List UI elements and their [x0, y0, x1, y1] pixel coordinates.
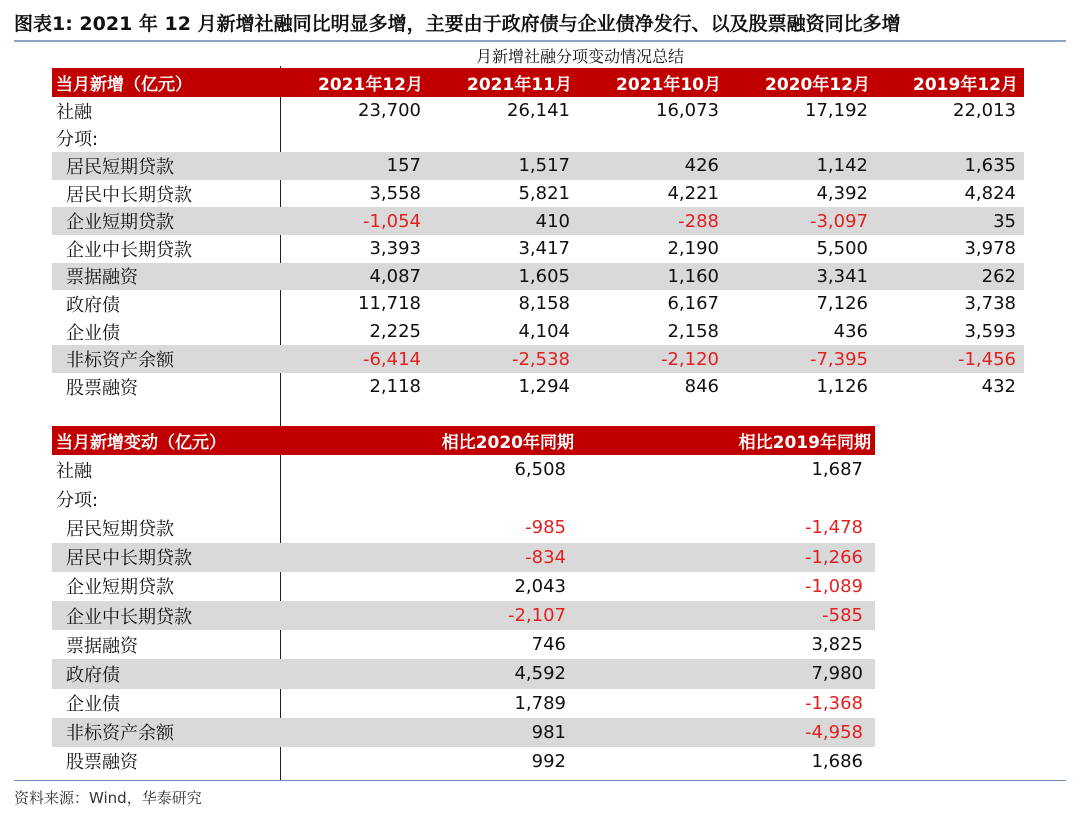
table-header-row — [52, 426, 875, 455]
row-label: 股票融资 — [66, 752, 138, 774]
cell-value: -1,456 — [876, 345, 1024, 373]
cell-value: 1,687 — [811, 459, 863, 481]
row-label: 分项: — [56, 129, 99, 151]
table-row — [52, 601, 875, 630]
cell-value — [280, 125, 429, 153]
header-col-4: 2020年12月 — [727, 68, 876, 97]
table-row — [52, 513, 875, 542]
cell-value: -4,958 — [578, 718, 875, 747]
row-label: 政府债 — [52, 659, 280, 688]
row-label: 企业中长期贷款 — [52, 601, 280, 630]
cell-value: -1,266 — [578, 543, 875, 572]
cell-value: 410 — [429, 207, 578, 235]
cell-value: 3,738 — [964, 293, 1016, 315]
table-subtitle: 月新增社融分项变动情况总结 — [475, 47, 684, 66]
cell-value: 4,221 — [667, 183, 719, 205]
row-label: 非标资产余额 — [52, 718, 280, 747]
cell-value: 992 — [531, 750, 566, 772]
table-row — [52, 455, 875, 484]
header-col-2: 2021年11月 — [429, 68, 578, 97]
cell-value: 3,593 — [964, 321, 1016, 343]
cell-value: 2,043 — [514, 575, 566, 597]
table-row — [52, 180, 1024, 208]
table-row — [52, 689, 875, 718]
header-col-5: 2019年12月 — [876, 68, 1024, 97]
table-row — [52, 345, 1024, 373]
yoy-change-table — [52, 426, 875, 776]
cell-value: 8,158 — [518, 293, 570, 315]
row-label: 政府债 — [66, 294, 120, 316]
cell-value — [280, 484, 578, 513]
table-header-row — [52, 68, 1024, 97]
cell-value: 746 — [531, 634, 566, 656]
cell-value: 262 — [876, 263, 1024, 291]
cell-value: 1,294 — [518, 376, 570, 398]
cell-value: -3,097 — [727, 207, 876, 235]
row-label: 企业中长期贷款 — [66, 239, 192, 261]
cell-value: 4,592 — [280, 659, 578, 688]
source-note: 资料来源：Wind，华泰研究 — [14, 789, 202, 807]
row-label: 非标资产余额 — [52, 345, 280, 373]
table-row — [52, 97, 1024, 125]
row-label: 企业债 — [66, 694, 120, 716]
bottom-rule — [14, 780, 1066, 781]
table-row — [52, 718, 875, 747]
cell-value: 16,073 — [656, 100, 719, 122]
cell-value: 426 — [578, 152, 727, 180]
cell-value: 22,013 — [953, 100, 1016, 122]
cell-value — [429, 125, 578, 153]
cell-value: 3,558 — [369, 183, 421, 205]
row-label: 居民短期贷款 — [66, 518, 174, 540]
cell-value: 26,141 — [507, 100, 570, 122]
cell-value: -288 — [578, 207, 727, 235]
row-label: 企业短期贷款 — [52, 207, 280, 235]
table-row — [52, 207, 1024, 235]
cell-value: 3,393 — [369, 238, 421, 260]
table-body — [52, 455, 875, 776]
cell-value — [578, 125, 727, 153]
cell-value: -6,414 — [280, 345, 429, 373]
header-label: 当月新增变动（亿元） — [52, 426, 280, 455]
table-row — [52, 484, 875, 513]
cell-value: 846 — [684, 376, 719, 398]
cell-value: 4,824 — [964, 183, 1016, 205]
cell-value: 3,978 — [964, 238, 1016, 260]
cell-value: 3,825 — [811, 634, 863, 656]
cell-value: 11,718 — [358, 293, 421, 315]
cell-value: 432 — [981, 376, 1016, 398]
cell-value: 23,700 — [358, 100, 421, 122]
cell-value: 3,417 — [518, 238, 570, 260]
table-row — [52, 630, 875, 659]
header-col-1: 2021年12月 — [280, 68, 429, 97]
table-row — [52, 235, 1024, 263]
cell-value: -585 — [578, 601, 875, 630]
header-col-3: 2021年10月 — [578, 68, 727, 97]
cell-value: 4,087 — [280, 263, 429, 291]
cell-value: -1,089 — [804, 575, 863, 597]
row-label: 票据融资 — [52, 263, 280, 291]
row-label: 居民中长期贷款 — [66, 184, 192, 206]
cell-value: 17,192 — [805, 100, 868, 122]
row-label: 企业债 — [66, 322, 120, 344]
cell-value: 3,341 — [727, 263, 876, 291]
cell-value — [727, 125, 876, 153]
cell-value: -2,538 — [429, 345, 578, 373]
table-row — [52, 318, 1024, 346]
row-label: 票据融资 — [66, 635, 138, 657]
cell-value: 5,500 — [816, 238, 868, 260]
cell-value — [876, 125, 1024, 153]
cell-value: 2,225 — [369, 321, 421, 343]
cell-value: 2,158 — [667, 321, 719, 343]
cell-value: 1,126 — [816, 376, 868, 398]
cell-value: 157 — [280, 152, 429, 180]
header-col-1: 相比2020年同期 — [280, 426, 578, 455]
header-col-2: 相比2019年同期 — [578, 426, 875, 455]
cell-value: -1,368 — [804, 692, 863, 714]
cell-value: 6,508 — [514, 459, 566, 481]
cell-value: -1,054 — [280, 207, 429, 235]
table-row — [52, 659, 875, 688]
row-label: 社融 — [56, 460, 92, 482]
cell-value: 4,392 — [816, 183, 868, 205]
cell-value: 1,605 — [429, 263, 578, 291]
cell-value: 5,821 — [518, 183, 570, 205]
cell-value: 1,517 — [429, 152, 578, 180]
cell-value — [578, 484, 875, 513]
table-row — [52, 572, 875, 601]
cell-value: 35 — [876, 207, 1024, 235]
cell-value: 6,167 — [667, 293, 719, 315]
cell-value: 981 — [280, 718, 578, 747]
row-label: 分项: — [56, 489, 99, 511]
table-row — [52, 543, 875, 572]
table-row — [52, 290, 1024, 318]
header-label: 当月新增（亿元） — [52, 68, 280, 97]
cell-value: 1,142 — [727, 152, 876, 180]
cell-value: 1,160 — [578, 263, 727, 291]
cell-value: 1,789 — [514, 692, 566, 714]
cell-value: -2,107 — [280, 601, 578, 630]
cell-value: 1,635 — [876, 152, 1024, 180]
table-body — [52, 97, 1024, 401]
cell-value: 2,118 — [369, 376, 421, 398]
table-row — [52, 373, 1024, 401]
cell-value: -2,120 — [578, 345, 727, 373]
cell-value: 7,126 — [816, 293, 868, 315]
cell-value: -7,395 — [727, 345, 876, 373]
cell-value: 7,980 — [578, 659, 875, 688]
cell-value: -834 — [280, 543, 578, 572]
cell-value: 2,190 — [667, 238, 719, 260]
cell-value: 1,686 — [811, 750, 863, 772]
table-row — [52, 747, 875, 776]
table-row — [52, 263, 1024, 291]
cell-value: 436 — [833, 321, 868, 343]
figure-title: 图表1: 2021 年 12 月新增社融同比明显多增，主要由于政府债与企业债净发行、以及股票融资同比多增 — [14, 8, 1066, 42]
monthly-new-tsf-table — [52, 68, 1024, 401]
row-label: 股票融资 — [66, 377, 138, 399]
row-label: 社融 — [56, 101, 92, 123]
table-row — [52, 125, 1024, 153]
row-label: 企业短期贷款 — [66, 577, 174, 599]
row-label: 居民短期贷款 — [52, 152, 280, 180]
table-row — [52, 152, 1024, 180]
cell-value: -985 — [525, 517, 566, 539]
cell-value: 4,104 — [518, 321, 570, 343]
row-label: 居民中长期贷款 — [52, 543, 280, 572]
cell-value: -1,478 — [804, 517, 863, 539]
